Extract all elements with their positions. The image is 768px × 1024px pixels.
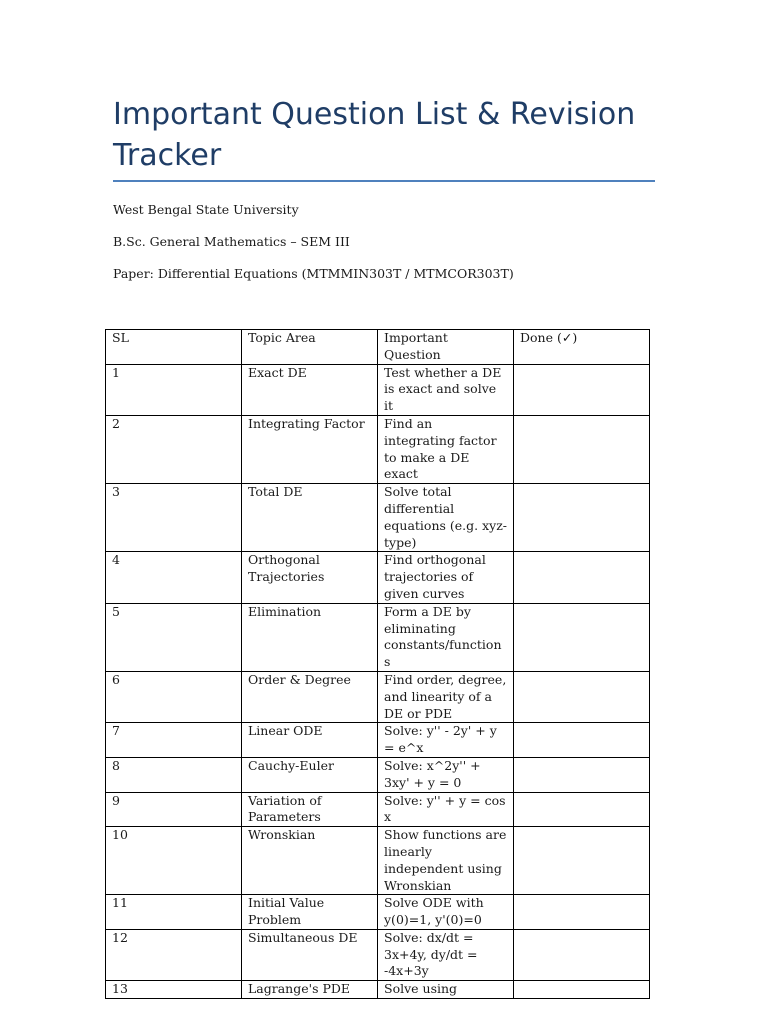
title-divider bbox=[113, 180, 655, 182]
question-cell: Solve: x^2y'' + 3xy' + y = 0 bbox=[378, 757, 514, 792]
topic-cell: Elimination bbox=[242, 603, 378, 671]
sl-cell: 3 bbox=[106, 484, 242, 552]
question-cell: Solve: dx/dt = 3x+4y, dy/dt = -4x+3y bbox=[378, 929, 514, 980]
table-row bbox=[106, 757, 650, 792]
table-row bbox=[106, 792, 650, 827]
sl-cell: 11 bbox=[106, 895, 242, 930]
topic-cell: Initial Value Problem bbox=[242, 895, 378, 930]
header-topic-area: Topic Area bbox=[242, 330, 378, 365]
table-row bbox=[106, 552, 650, 603]
sl-cell: 1 bbox=[106, 364, 242, 415]
topic-cell: Cauchy-Euler bbox=[242, 757, 378, 792]
sl-cell: 12 bbox=[106, 929, 242, 980]
header-sl: SL bbox=[106, 330, 242, 365]
revision-tracker-table bbox=[105, 329, 650, 999]
sl-cell: 6 bbox=[106, 671, 242, 722]
done-cell[interactable] bbox=[514, 364, 650, 415]
question-cell: Solve total differential equations (e.g. xyz-type) bbox=[378, 484, 514, 552]
header-important-question: Important Question bbox=[378, 330, 514, 365]
topic-cell: Orthogonal Trajectories bbox=[242, 552, 378, 603]
done-cell[interactable] bbox=[514, 415, 650, 483]
sl-cell: 7 bbox=[106, 723, 242, 758]
topic-cell: Variation of Parameters bbox=[242, 792, 378, 827]
table-row bbox=[106, 415, 650, 483]
table-row bbox=[106, 895, 650, 930]
table-header-row bbox=[106, 330, 650, 365]
page-title: Important Question List & Revision Tracker bbox=[113, 97, 636, 173]
sl-cell: 2 bbox=[106, 415, 242, 483]
sl-cell: 4 bbox=[106, 552, 242, 603]
topic-cell: Order & Degree bbox=[242, 671, 378, 722]
done-cell[interactable] bbox=[514, 929, 650, 980]
sl-cell: 10 bbox=[106, 827, 242, 895]
sl-cell: 9 bbox=[106, 792, 242, 827]
table-row bbox=[106, 603, 650, 671]
topic-cell: Total DE bbox=[242, 484, 378, 552]
done-cell[interactable] bbox=[514, 723, 650, 758]
table-row bbox=[106, 827, 650, 895]
question-cell: Show functions are linearly independent using Wronskian bbox=[378, 827, 514, 895]
sl-cell: 5 bbox=[106, 603, 242, 671]
done-cell[interactable] bbox=[514, 671, 650, 722]
topic-cell: Exact DE bbox=[242, 364, 378, 415]
table-row bbox=[106, 671, 650, 722]
topic-cell: Wronskian bbox=[242, 827, 378, 895]
sl-cell: 13 bbox=[106, 981, 242, 999]
question-cell: Form a DE by eliminating constants/functions bbox=[378, 603, 514, 671]
question-cell: Find an integrating factor to make a DE exact bbox=[378, 415, 514, 483]
done-cell[interactable] bbox=[514, 484, 650, 552]
question-cell: Find orthogonal trajectories of given curves bbox=[378, 552, 514, 603]
question-cell: Find order, degree, and linearity of a DE or PDE bbox=[378, 671, 514, 722]
question-cell: Solve using bbox=[378, 981, 514, 999]
question-cell: Test whether a DE is exact and solve it bbox=[378, 364, 514, 415]
done-cell[interactable] bbox=[514, 827, 650, 895]
done-cell[interactable] bbox=[514, 981, 650, 999]
table-row bbox=[106, 364, 650, 415]
done-cell[interactable] bbox=[514, 757, 650, 792]
sl-cell: 8 bbox=[106, 757, 242, 792]
done-cell[interactable] bbox=[514, 792, 650, 827]
table-row bbox=[106, 981, 650, 999]
topic-cell: Integrating Factor bbox=[242, 415, 378, 483]
topic-cell: Simultaneous DE bbox=[242, 929, 378, 980]
topic-cell: Lagrange's PDE bbox=[242, 981, 378, 999]
done-cell[interactable] bbox=[514, 895, 650, 930]
question-cell: Solve ODE with y(0)=1, y'(0)=0 bbox=[378, 895, 514, 930]
topic-cell: Linear ODE bbox=[242, 723, 378, 758]
table-row bbox=[106, 723, 650, 758]
course-line: B.Sc. General Mathematics – SEM III bbox=[113, 234, 350, 249]
header-done: Done (✓) bbox=[514, 330, 650, 365]
question-cell: Solve: y'' + y = cos x bbox=[378, 792, 514, 827]
question-cell: Solve: y'' - 2y' + y = e^x bbox=[378, 723, 514, 758]
table-row bbox=[106, 484, 650, 552]
table-row bbox=[106, 929, 650, 980]
done-cell[interactable] bbox=[514, 603, 650, 671]
paper-line: Paper: Differential Equations (MTMMIN303T / MTMCOR303T) bbox=[113, 266, 514, 281]
university-line: West Bengal State University bbox=[113, 202, 299, 217]
done-cell[interactable] bbox=[514, 552, 650, 603]
